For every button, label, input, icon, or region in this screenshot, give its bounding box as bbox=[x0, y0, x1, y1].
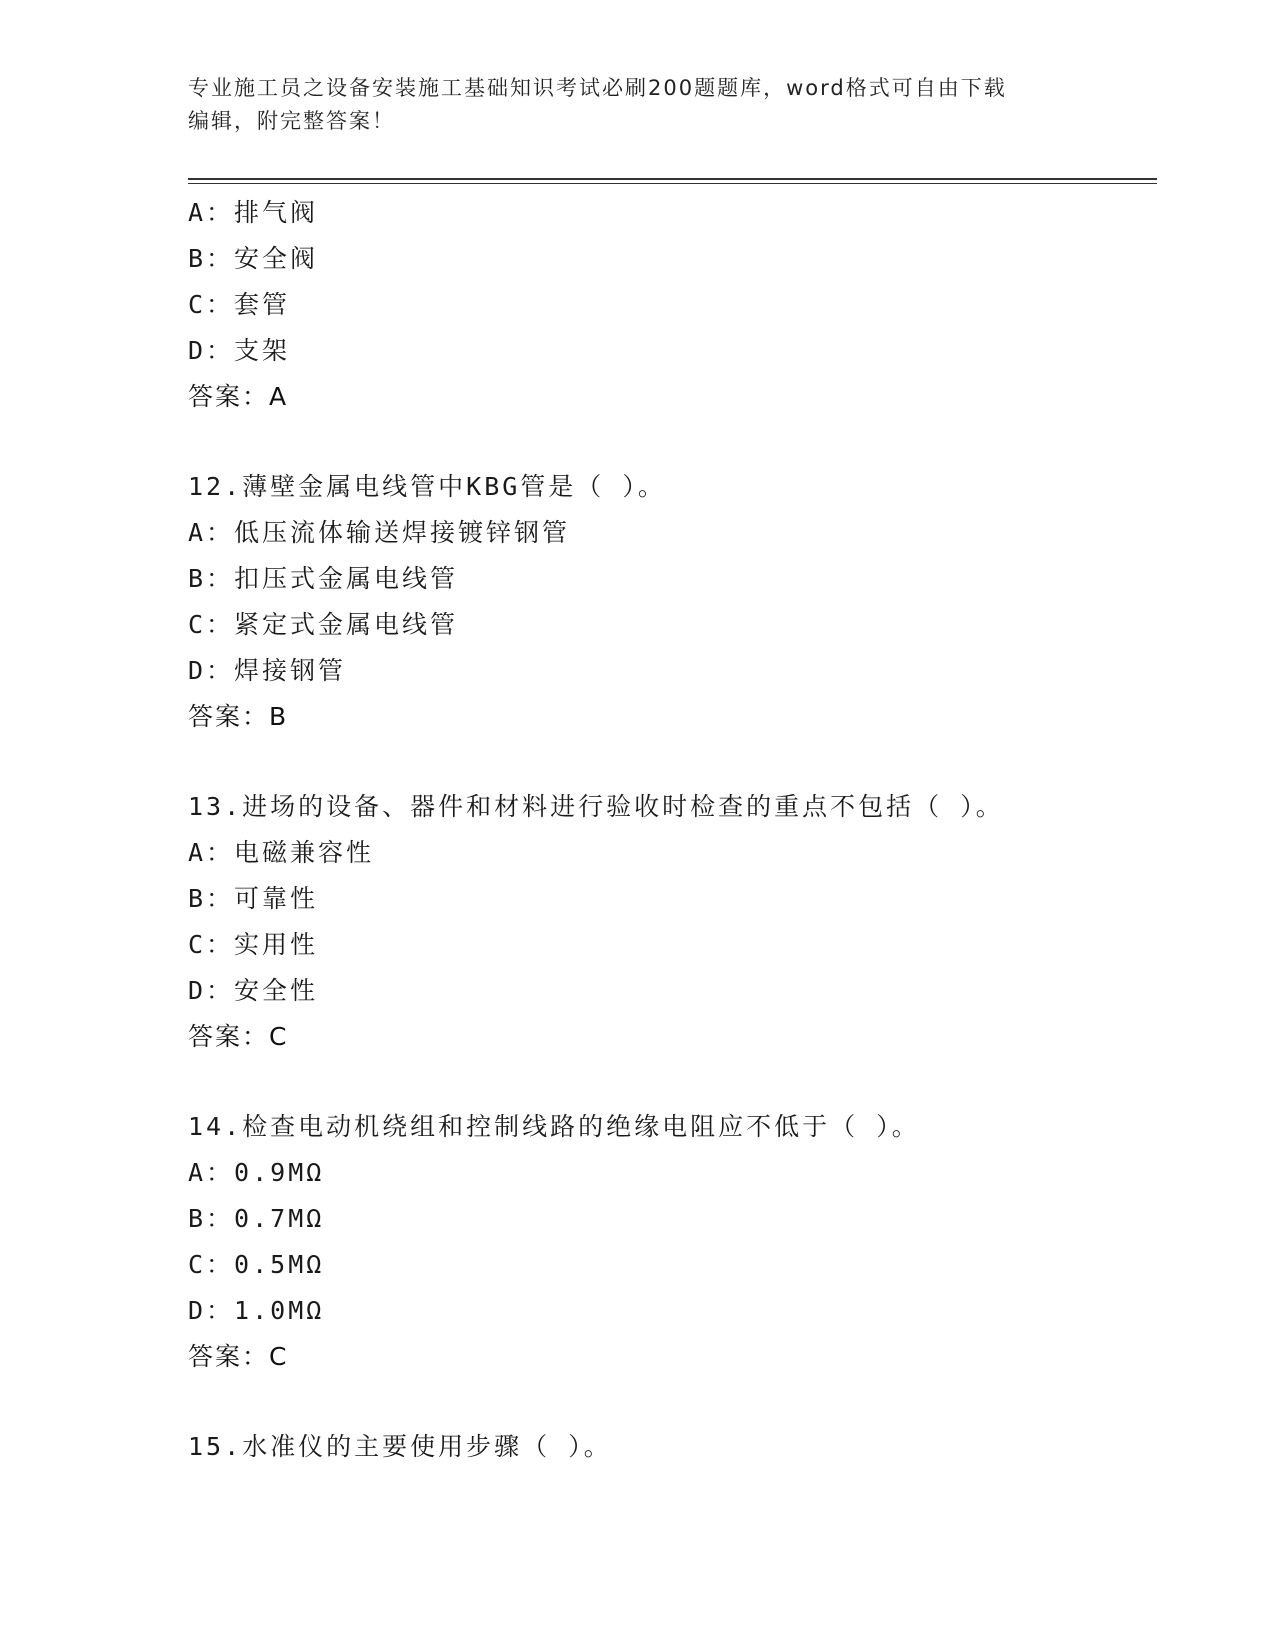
document-body bbox=[188, 190, 1157, 1470]
option-d: D：1.0MΩ bbox=[188, 1296, 325, 1325]
option-b: B：扣压式金属电线管 bbox=[188, 564, 459, 593]
option-c: C：套管 bbox=[188, 290, 291, 319]
question-12 bbox=[188, 464, 1157, 740]
question-stem: 15.水准仪的主要使用步骤（ ）。 bbox=[188, 1432, 612, 1461]
document-header bbox=[188, 72, 1088, 138]
header-rule-thin bbox=[188, 183, 1157, 184]
option-c: C：紧定式金属电线管 bbox=[188, 610, 459, 639]
question-13 bbox=[188, 784, 1157, 1060]
question-stem: 13.进场的设备、器件和材料进行验收时检查的重点不包括（ ）。 bbox=[188, 792, 1004, 821]
option-c: C：实用性 bbox=[188, 930, 319, 959]
question-11-tail bbox=[188, 190, 1157, 420]
answer: 答案：B bbox=[188, 702, 289, 731]
spacer bbox=[188, 1380, 1157, 1424]
option-b: B：0.7MΩ bbox=[188, 1204, 325, 1233]
spacer bbox=[188, 740, 1157, 784]
option-d: D：焊接钢管 bbox=[188, 656, 347, 685]
option-a: A：低压流体输送焊接镀锌钢管 bbox=[188, 518, 571, 547]
answer: 答案：A bbox=[188, 382, 289, 411]
question-stem: 12.薄壁金属电线管中KBG管是（ ）。 bbox=[188, 472, 666, 501]
question-15 bbox=[188, 1424, 1157, 1470]
question-stem: 14.检查电动机绕组和控制线路的绝缘电阻应不低于（ ）。 bbox=[188, 1112, 920, 1141]
option-d: D：支架 bbox=[188, 336, 291, 365]
option-b: B：可靠性 bbox=[188, 884, 319, 913]
option-a: A：0.9MΩ bbox=[188, 1158, 325, 1187]
answer: 答案：C bbox=[188, 1342, 289, 1371]
option-c: C：0.5MΩ bbox=[188, 1250, 325, 1279]
header-line-1: 专业施工员之设备安装施工基础知识考试必刷200题题库，word格式可自由下载 bbox=[188, 76, 1007, 100]
answer: 答案：C bbox=[188, 1022, 289, 1051]
spacer bbox=[188, 420, 1157, 464]
spacer bbox=[188, 1060, 1157, 1104]
header-line-2: 编辑，附完整答案！ bbox=[188, 109, 395, 133]
question-14 bbox=[188, 1104, 1157, 1380]
option-b: B：安全阀 bbox=[188, 244, 319, 273]
header-rule-thick bbox=[188, 178, 1157, 180]
option-a: A：电磁兼容性 bbox=[188, 838, 375, 867]
option-d: D：安全性 bbox=[188, 976, 319, 1005]
option-a: A：排气阀 bbox=[188, 198, 319, 227]
